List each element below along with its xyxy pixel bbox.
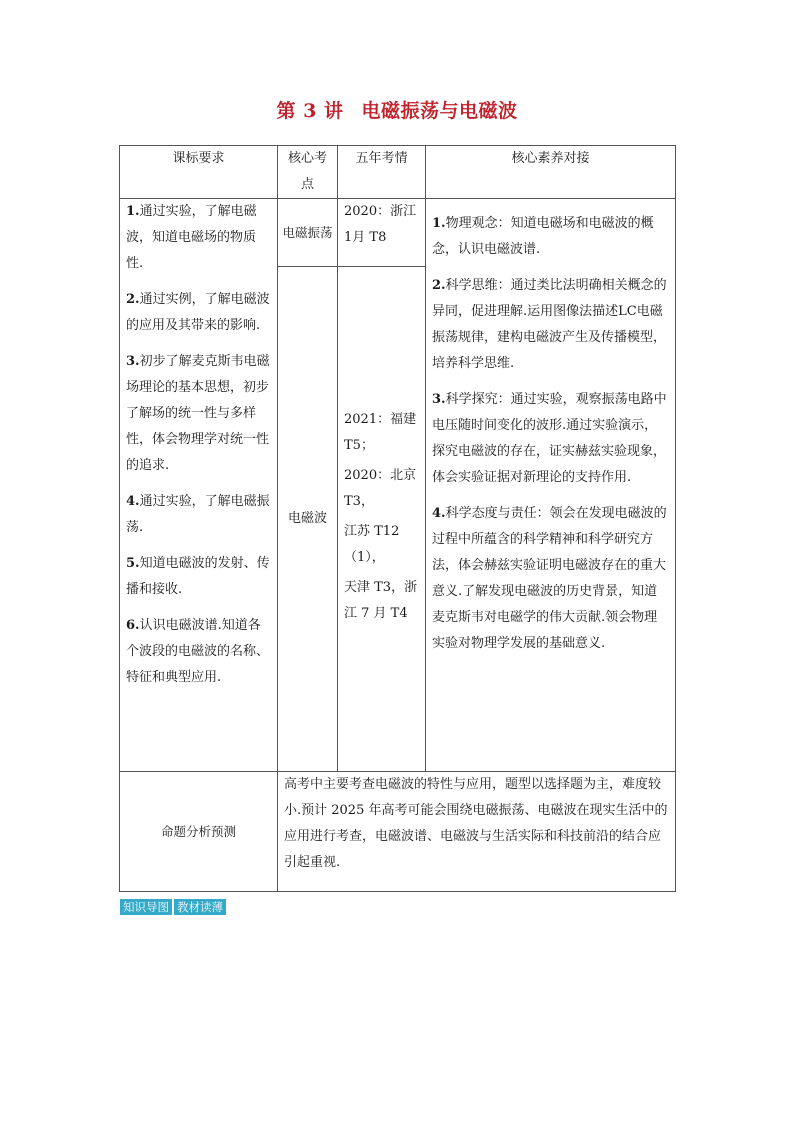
requirement-item: 1.通过实验，了解电磁波，知道电磁场的物质性. <box>126 204 257 271</box>
header-literacy: 核心素养对接 <box>426 146 676 199</box>
requirement-item: 5.知道电磁波的发射、传播和接收. <box>126 556 270 597</box>
literacy-item: 4.科学态度与责任：领会在发现电磁波的过程中所蕴含的科学精神和科学研究方法，体会赫兹实验证明电磁波存在的重大意义.了解发现电磁波的历史背景，知道麦克斯韦对电磁学的伟大贡献.领会物理实验对物理学发展的基础意义. <box>432 506 667 651</box>
lesson-number: 第 3 讲 <box>276 100 344 122</box>
requirement-item: 4.通过实验，了解电磁振荡. <box>126 494 270 535</box>
exam-wave: 2021：福建T5； 2020：北京T3， 江苏 T12（1）， 天津 T3，浙江 7 月 T4 <box>338 267 426 772</box>
header-topics: 核心考点 <box>278 146 338 199</box>
requirement-item: 2.通过实例，了解电磁波的应用及其带来的影响. <box>126 292 270 333</box>
curriculum-table <box>119 145 676 892</box>
tag-knowledge-map[interactable]: 知识导图 <box>120 899 172 915</box>
topic-oscillation: 电磁振荡 <box>278 199 338 267</box>
requirement-item: 3.初步了解麦克斯韦电磁场理论的基本思想，初步了解场的统一性与多样性，体会物理学对统一性的追求. <box>126 354 270 473</box>
requirement-item: 6.认识电磁波谱.知道各个波段的电磁波的名称、特征和典型应用. <box>126 618 270 685</box>
exam-oscillation: 2020：浙江1月 T8 <box>338 199 426 267</box>
table-header-row <box>120 146 676 199</box>
header-exams: 五年考情 <box>338 146 426 199</box>
requirements-cell <box>120 199 278 772</box>
literacy-item: 2.科学思维：通过类比法明确相关概念的异同，促进理解.运用图像法描述LC电磁振荡规律，建构电磁波产生及传播模型，培养科学思维. <box>432 278 667 371</box>
page-title <box>0 96 794 123</box>
table-row <box>120 199 676 267</box>
literacy-item: 1.物理观念：知道电磁场和电磁波的概念，认识电磁波谱. <box>432 216 654 257</box>
literacy-cell <box>426 199 676 772</box>
prediction-text: 高考中主要考查电磁波的特性与应用，题型以选择题为主，难度较小.预计 2025 年高考可能会围绕电磁振荡、电磁波在现实生活中的应用进行考查，电磁波谱、电磁波与生活实际和科技前沿的结合应引起重视. <box>278 772 676 892</box>
prediction-label: 命题分析预测 <box>120 772 278 892</box>
section-tags <box>120 899 226 915</box>
header-requirements: 课标要求 <box>120 146 278 199</box>
prediction-row <box>120 772 676 892</box>
lesson-topic: 电磁振荡与电磁波 <box>361 100 518 122</box>
topic-wave: 电磁波 <box>278 267 338 772</box>
tag-textbook-reading[interactable]: 教材读薄 <box>174 899 226 915</box>
literacy-item: 3.科学探究：通过实验，观察振荡电路中电压随时间变化的波形.通过实验演示，探究电磁波的存在，证实赫兹实验现象，体会实验证据对新理论的支持作用. <box>432 392 667 485</box>
